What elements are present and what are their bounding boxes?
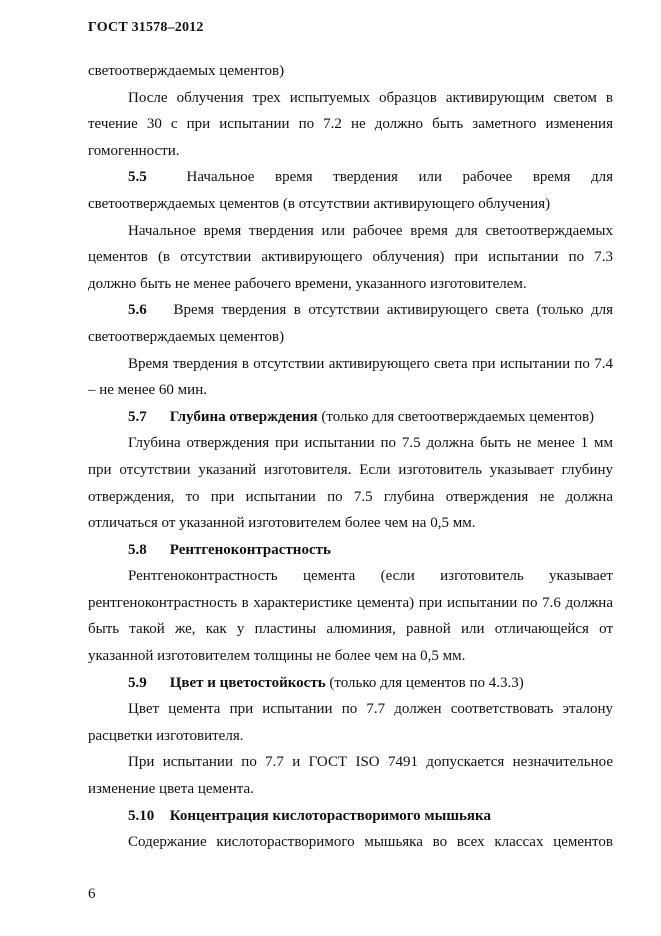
section-heading-text: Начальное время твердения или рабочее время для светоотверждаемых цементов (в отсутствии активирующего облучения) [88,169,613,212]
section-heading-bold: Рентгеноконтрастность [169,541,331,558]
paragraph [88,563,613,669]
section-heading-5-5 [88,164,613,217]
paragraph [88,696,613,749]
section-heading-text: (только для светоотверждаемых цементов) [317,408,595,425]
section-number: 5.7 [128,408,147,425]
section-heading-5-7 [88,404,613,431]
section-number: 5.5 [128,169,147,186]
section-heading-5-9 [88,670,613,697]
section-number: 5.6 [128,302,147,319]
paragraph-text: При испытании по 7.7 и ГОСТ ISO 7491 допускается незначительное изменение цвета цемента. [88,754,613,798]
paragraph-text: После облучения трех испытуемых образцов активирующим светом в течение 30 с при испытании по 7.2 не должно быть заметного изменения гомогенности. [88,89,613,159]
paragraph-text: светоотверждаемых цементов) [88,63,285,79]
section-heading-bold: Цвет и цветостойкость [169,674,326,691]
section-number: 5.8 [128,541,147,558]
section-heading-5-8 [88,537,613,564]
section-heading-5-6 [88,297,613,350]
paragraph [88,218,613,298]
paragraph-text: Начальное время твердения или рабочее время для светоотверждаемых цементов (в отсутствии активирующего облучения) при испытании по 7.3 должно быть не менее рабочего времени, указанного изготовителем. [88,222,613,292]
paragraph-text: Время твердения в отсутствии активирующего света при испытании по 7.4 – не менее 60 мин. [88,355,613,399]
paragraph-text: Содержание кислоторастворимого мышьяка во всех классах цементов [128,834,613,851]
section-heading-bold: Концентрация кислоторастворимого мышьяка [169,807,491,824]
paragraph [88,351,613,404]
document-body [88,58,613,856]
section-heading-text: (только для цементов по 4.3.3) [325,674,524,691]
section-heading-text: Время твердения в отсутствии активирующего света (только для светоотверждаемых цементов) [88,302,613,345]
paragraph [88,85,613,165]
section-heading-bold: Глубина отверждения [169,408,318,425]
paragraph [88,430,613,536]
paragraph-continuation [88,58,613,85]
paragraph-text: Цвет цемента при испытании по 7.7 должен соответствовать эталону расцветки изготовителя. [88,701,613,744]
document-header: ГОСТ 31578–2012 [88,20,204,35]
paragraph-text: Глубина отверждения при испытании по 7.5 должна быть не менее 1 мм при отсутствии указаний изготовителя. Если изготовитель указывает глубину отверждения, то при испытании по 7.5 глубина отверждения не должна отличаться от указанной изготовителем более чем на 0,5 мм. [88,435,613,532]
paragraph [88,829,613,856]
paragraph [88,749,613,802]
page-number: 6 [88,886,96,902]
paragraph-text: Рентгеноконтрастность цемента (если изготовитель указывает рентгеноконтрастность в характеристике цемента) при испытании по 7.6 должна быть такой же, как у пластины алюминия, равной или отличающейся от указанной изготовителем толщины не более чем на 0,5 мм. [88,568,613,665]
section-heading-5-10 [88,803,613,830]
section-number: 5.10 [128,807,155,824]
section-number: 5.9 [128,674,147,691]
